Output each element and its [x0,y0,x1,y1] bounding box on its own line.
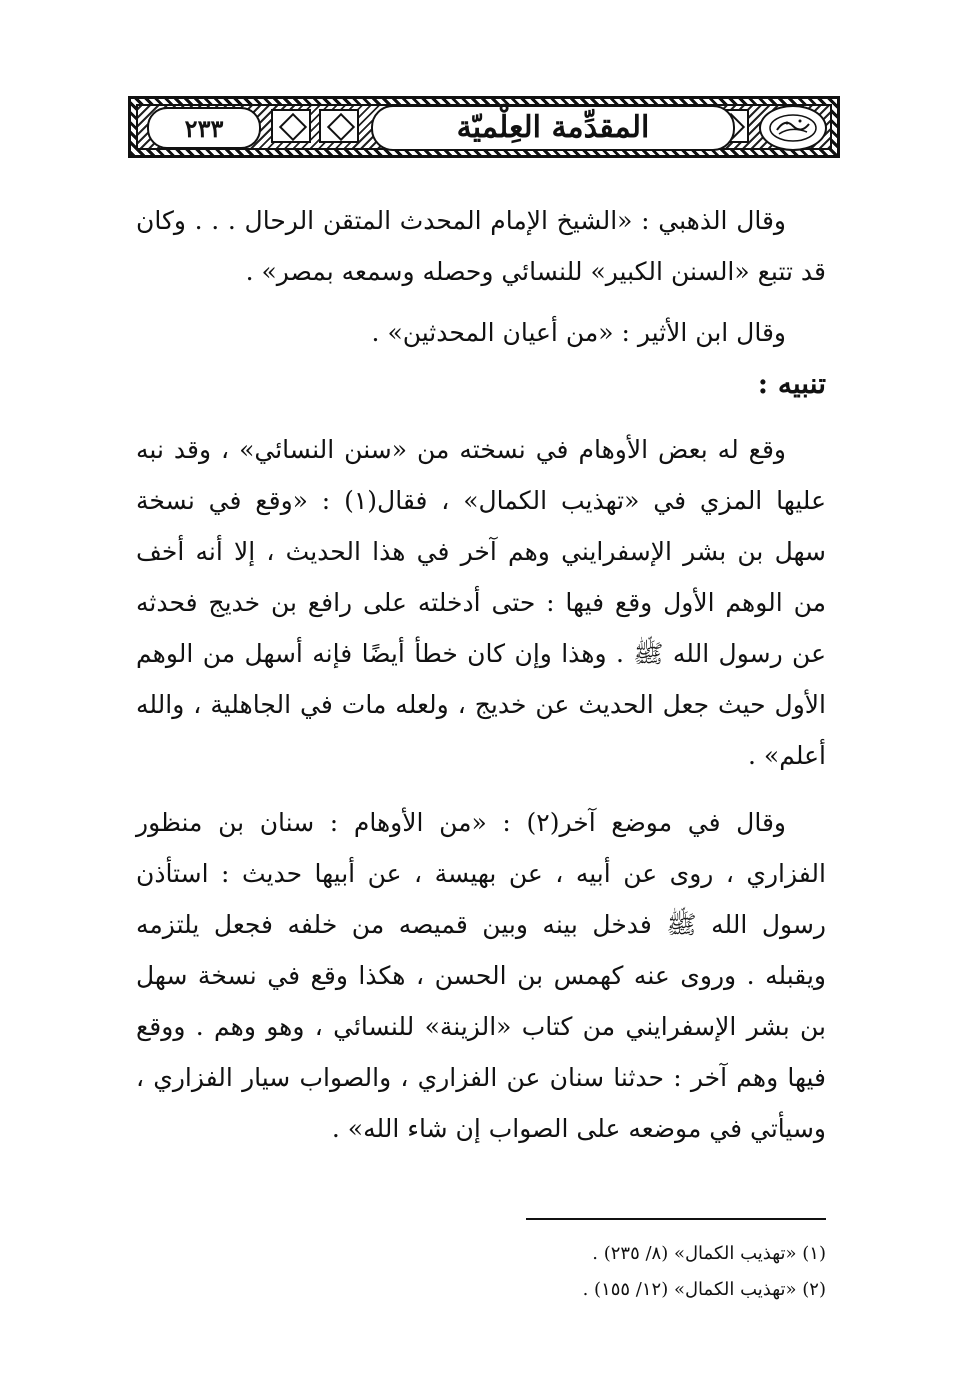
page-number: ٢٣٣ [184,113,224,143]
ornament-icon [319,109,359,143]
page-header [128,96,840,158]
footnote-separator [526,1218,826,1220]
main-text [136,195,826,1154]
paragraph-dhahabi-quote: وقال الذهبي : «الشيخ الإمام المحدث المتقن الرحال . . . وكان قد تتبع «السنن الكبير» للنسائي وحصله وسمعه بمصر» . [136,206,826,286]
footnote-1: (١) «تهذيب الكمال» (٨/ ٢٣٥) . [592,1243,826,1264]
paragraph-ibn-athir-quote: وقال ابن الأثير : «من أعيان المحدثين» . [371,318,786,347]
footnotes [136,1236,826,1308]
publisher-logo-icon [759,105,827,151]
title-cartouche [371,105,735,151]
paragraph-mizzi-note: وقع له بعض الأوهام في نسخته من «سنن النسائي» ، وقد نبه عليها المزي في «تهذيب الكمال» ، فقال(١) : «وقع في نسخة سهل بن بشر الإسفرايني وهم آخر في هذا الحديث ، إلا أنه أخف من الوهم الأول وقع فيها : حتى أدخلته على رافع بن خديج فحدثه عن رسول الله ﷺ . وهذا وإن كان خطأ أيضًا فإنه أسهل من الوهم الأول حيث جعل الحديث عن خديج ، ولعله مات في الجاهلية ، والله أعلم» . [136,435,826,770]
footnote-2: (٢) «تهذيب الكمال» (١٢/ ١٥٥) . [582,1279,826,1300]
page-number-cartouche [147,107,261,149]
paragraph-other-place: وقال في موضع آخر(٢) : «من الأوهام : سنان بن منظور الفزاري ، روى عن أبيه ، عن بهيسة ، عن أبيها حديث : استأذن رسول الله ﷺ فدخل بينه وبين قميصه من خلفه فجعل يلتزمه ويقبله . وروى عنه كهمس بن الحسن ، هكذا وقع في نسخة سهل بن بشر الإسفرايني من كتاب «الزينة» للنسائي ، وهو وهم . ووقع فيها وهم آخر : حدثنا سنان عن الفزاري ، والصواب سيار الفزاري ، وسيأتي في موضعه على الصواب إن شاء الله» . [136,808,826,1143]
section-heading-tanbih: تنبيه : [757,367,826,400]
ornament-icon [271,109,311,143]
page-title: المقدِّمة العِلْميّة [456,110,650,145]
